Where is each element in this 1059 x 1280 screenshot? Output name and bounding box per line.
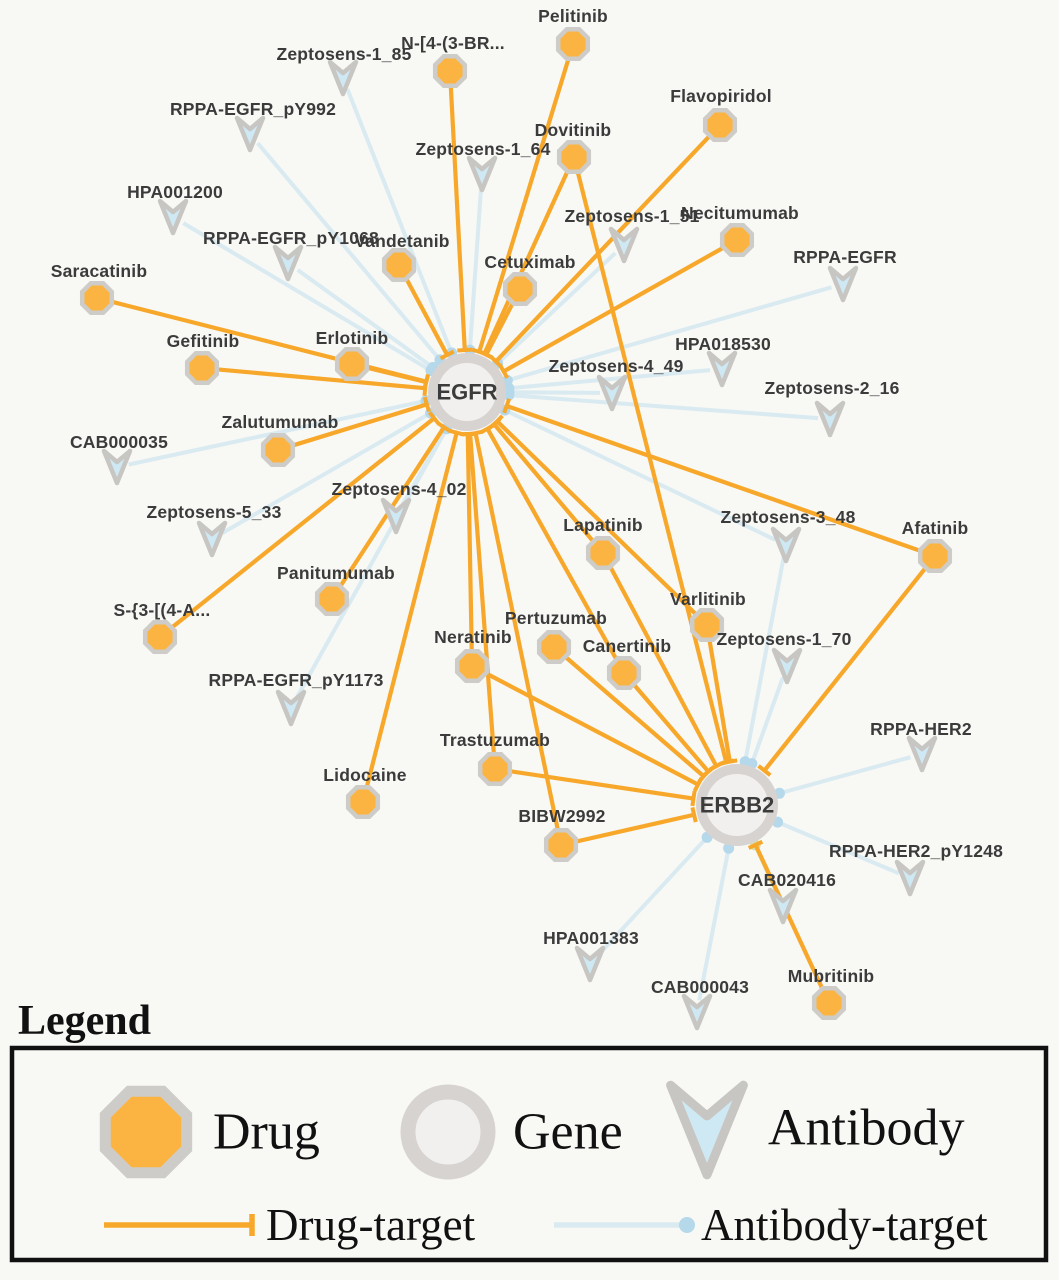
edge-tee-cap	[463, 433, 478, 434]
edge-tee-cap	[692, 791, 694, 806]
antibody-node-rppa_her2	[909, 738, 935, 770]
antibody-node-hpa001383	[577, 948, 603, 980]
legend-gene-icon	[408, 1092, 488, 1172]
antibody-node-cab020416	[770, 890, 796, 922]
drug-node-gefitinib	[187, 353, 217, 383]
edge-drug-target	[496, 134, 711, 361]
node-label: Zeptosens-2_16	[764, 378, 900, 398]
node-label: RPPA-EGFR	[793, 247, 897, 267]
node-label: Vandetanib	[354, 231, 450, 251]
node-label: Zeptosens-1_64	[415, 139, 551, 159]
node-label: Dovitinib	[534, 120, 612, 140]
node-label: Cetuximab	[484, 252, 576, 272]
gene-label-ERBB2: ERBB2	[699, 792, 775, 818]
drug-node-saracatinib	[82, 283, 112, 313]
edge-drug-target	[451, 84, 465, 350]
drug-node-flavopiridol	[705, 110, 735, 140]
edge-drug-target	[484, 672, 699, 785]
node-label: Zeptosens-4_02	[331, 479, 467, 499]
node-label: Gefitinib	[166, 331, 240, 351]
node-label: Pelitinib	[538, 6, 608, 26]
legend-label-antibody-target: Antibody-target	[701, 1200, 988, 1250]
antibody-node-rppa_py1173	[278, 692, 304, 724]
node-label: Saracatinib	[50, 261, 148, 281]
node-label: Panitumumab	[277, 563, 395, 583]
legend-drug-icon	[105, 1091, 186, 1172]
node-label: S-{3-[(4-A...	[113, 600, 211, 620]
drug-node-dovitinib	[559, 142, 589, 172]
edge-tee-cap	[457, 350, 472, 351]
node-label: Pertuzumab	[504, 608, 608, 628]
node-label: RPPA-EGFR_pY1068	[203, 228, 379, 248]
antibody-node-z533	[199, 523, 225, 555]
node-label: Neratinib	[434, 627, 512, 647]
node-label: Varlitinib	[670, 589, 746, 609]
legend-label-gene: Gene	[513, 1103, 623, 1161]
antibody-node-hpa018530	[709, 353, 735, 385]
node-label: Erlotinib	[315, 328, 389, 348]
gene-label-EGFR: EGFR	[436, 379, 498, 405]
drug-node-cetuximab	[505, 274, 535, 304]
node-label: HPA018530	[675, 334, 771, 354]
drug-node-zalutumumab	[263, 435, 293, 465]
drug-node-trastuzumab	[480, 754, 510, 784]
antibody-node-hpa001200	[160, 201, 186, 233]
node-label: CAB000043	[650, 977, 750, 997]
node-label: RPPA-EGFR_pY992	[169, 99, 337, 119]
drug-node-neratinib	[457, 651, 487, 681]
legend-label-drug: Drug	[213, 1103, 320, 1161]
node-label: Canertinib	[582, 636, 672, 656]
drug-node-vandetanib	[384, 250, 414, 280]
node-label: Zeptosens-1_70	[716, 629, 852, 649]
edge-drug-target	[470, 434, 494, 756]
drug-node-mubritinib	[814, 988, 844, 1018]
edge-antibody-target	[779, 757, 910, 793]
node-label: Flavopiridol	[670, 86, 772, 106]
drug-node-canertinib	[609, 658, 639, 688]
node-label: Afatinib	[901, 518, 969, 538]
drug-node-s4a	[145, 622, 175, 652]
antibody-node-rppa_her2_py1248	[897, 862, 923, 894]
edge-tee-cap	[692, 807, 695, 822]
drug-node-afatinib	[920, 541, 950, 571]
antibody-node-z216	[817, 403, 843, 435]
node-label: RPPA-HER2_pY1248	[828, 841, 1004, 861]
antibody-node-z348	[773, 529, 799, 561]
node-label: RPPA-EGFR_pY1173	[208, 670, 384, 690]
edge-tee-cap	[424, 375, 428, 390]
node-label: Zeptosens-5_33	[146, 502, 282, 522]
antibody-node-rppa_egfr	[830, 268, 856, 300]
antibody-node-z185	[330, 62, 356, 94]
legend-antibody-target-dot	[679, 1217, 695, 1233]
node-label: Trastuzumab	[439, 730, 551, 750]
node-label: Zeptosens-1_85	[276, 44, 412, 64]
legend-antibody-icon	[671, 1085, 744, 1175]
node-label: Zeptosens-3_48	[720, 507, 856, 527]
drug-node-lapatinib	[588, 538, 618, 568]
node-label: Lapatinib	[563, 515, 643, 535]
antibody-node-rppa_py1068	[275, 247, 301, 279]
node-label: Zeptosens-4_49	[548, 356, 684, 376]
legend	[12, 1048, 1046, 1260]
drug-node-bibw2992	[546, 830, 576, 860]
node-label: BIBW2992	[518, 806, 606, 826]
edge-antibody-target	[470, 186, 481, 350]
edge-antibody-target	[509, 392, 600, 393]
node-label: Necitumumab	[681, 203, 799, 223]
drug-node-pelitinib	[558, 29, 588, 59]
drug-node-pertuzumab	[539, 632, 569, 662]
node-label: Zalutumumab	[221, 412, 339, 432]
antibody-node-cab000043	[684, 996, 710, 1028]
node-label: RPPA-HER2	[870, 719, 972, 739]
drug-node-panitumumab	[317, 584, 347, 614]
antibody-node-cab000035	[104, 451, 130, 483]
legend-label-drug-target: Drug-target	[266, 1200, 476, 1250]
legend-label-antibody: Antibody	[768, 1099, 965, 1157]
drug-node-necitumumab	[722, 225, 752, 255]
drug-node-erlotinib	[337, 349, 367, 379]
node-label: Lidocaine	[323, 765, 407, 785]
antibody-node-z164	[469, 158, 495, 190]
edge-drug-target	[365, 367, 427, 382]
drug-node-nbr	[435, 56, 465, 86]
edge-tee-cap	[719, 760, 734, 764]
node-label: HPA001200	[127, 182, 223, 202]
antibody-node-z170	[774, 650, 800, 682]
node-label: HPA001383	[543, 928, 639, 948]
node-label: CAB020416	[737, 870, 837, 890]
edge-drug-target	[508, 771, 694, 799]
node-label: CAB000035	[69, 432, 169, 452]
edge-antibody-target	[509, 395, 818, 418]
node-label: N-[4-(3-BR...	[401, 33, 505, 53]
legend-title: Legend	[18, 998, 152, 1044]
node-label: Zeptosens-1_51	[564, 206, 700, 226]
drug-node-lidocaine	[348, 787, 378, 817]
node-label: Mubritinib	[787, 966, 875, 986]
